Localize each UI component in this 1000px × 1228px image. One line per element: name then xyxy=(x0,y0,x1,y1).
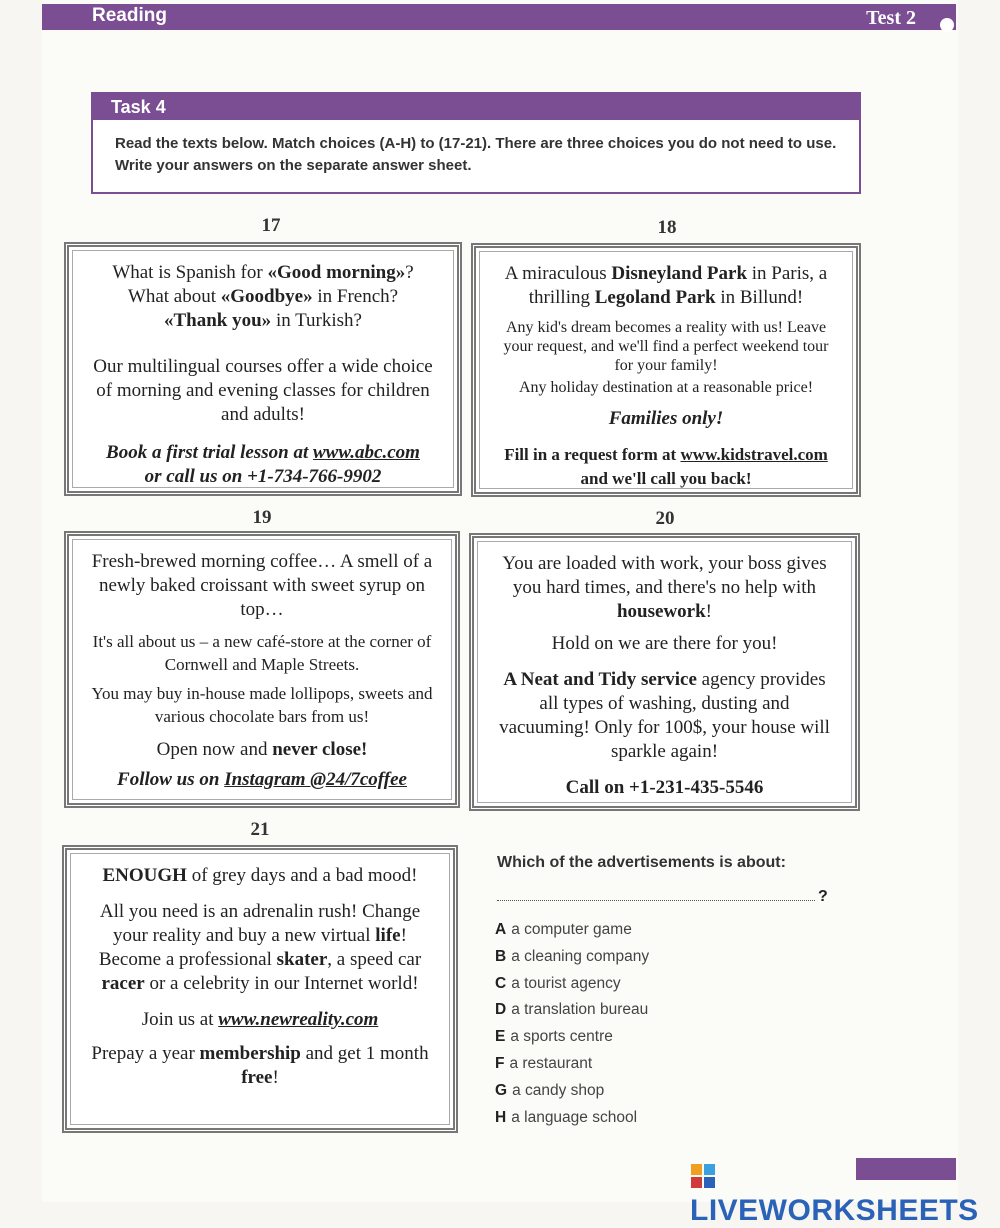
ad-21-p1: ENOUGH of grey days and a bad mood! xyxy=(102,865,418,886)
choice-c[interactable]: C a tourist agency xyxy=(495,974,621,992)
ad-20 xyxy=(469,533,860,811)
ad-17-line-2: What about «Goodbye» in French? xyxy=(127,286,399,307)
choice-a[interactable]: A a computer game xyxy=(495,921,632,938)
ad-18-body-1: Any kid's dream becomes a reality with us! Leave your request, and we'll find a perfect weekend tour for your family! xyxy=(503,319,829,374)
ad-19-p4: Open now and never close! xyxy=(156,739,368,760)
choice-e[interactable]: E a sports centre xyxy=(495,1028,613,1046)
ad-19 xyxy=(64,531,460,808)
ad-18 xyxy=(471,243,861,497)
task-title: Task 4 xyxy=(93,94,859,120)
ad-20-p2: Hold on we are there for you! xyxy=(551,633,778,654)
question-mark: ? xyxy=(818,888,828,905)
ad-17 xyxy=(64,242,462,496)
choice-f[interactable]: F a restaurant xyxy=(495,1054,593,1072)
brand-text: LIVEWORKSHEETS xyxy=(690,1194,979,1227)
ad-21-p2: All you need is an adrenalin rush! Change your reality and buy a new virtual life! Become a professional skater, a speed car racer or a celebrity in our Internet world! xyxy=(98,901,422,994)
ad-19-handle[interactable]: Instagram @24/7coffee xyxy=(224,769,407,790)
ad-number-17: 17 xyxy=(261,215,281,236)
task-instructions: Read the texts below. Match choices (A-H) to (17-21). There are three choices you do not need to use. Write your answers on the separate answer sheet. xyxy=(115,135,837,174)
answer-line[interactable] xyxy=(497,900,815,901)
ad-18-body-2: Any holiday destination at a reasonable price! xyxy=(518,379,814,396)
liveworksheets-icon xyxy=(690,1163,716,1189)
ad-18-slogan: Families only! xyxy=(608,408,724,429)
ad-21 xyxy=(62,845,458,1133)
ad-19-p3: You may buy in-house made lollipops, sweets and various chocolate bars from us! xyxy=(91,684,433,726)
ad-21-p4: Prepay a year membership and get 1 month free! xyxy=(91,1043,429,1088)
ad-18-url[interactable]: www.kidstravel.com xyxy=(680,445,828,464)
ad-19-p1: Fresh-brewed morning coffee… A smell of a newly baked croissant with sweet syrup on top… xyxy=(91,551,433,620)
ad-number-20: 20 xyxy=(655,508,675,529)
liveworksheets-logo xyxy=(690,1160,1000,1228)
choices-list xyxy=(495,919,649,1133)
ad-19-p2: It's all about us – a new café-store at the corner of Cornwell and Maple Streets. xyxy=(92,632,432,674)
ad-17-cta: Book a first trial lesson at www.abc.com or call us on +1-734-766-9902 xyxy=(106,442,420,487)
section-label: Reading xyxy=(92,5,167,26)
header-bar xyxy=(42,4,956,30)
ad-20-p1: You are loaded with work, your boss gives you hard times, and there's no help with housework! xyxy=(502,553,827,622)
ad-19-cta: Follow us on Instagram @24/7coffee xyxy=(117,769,407,790)
ad-number-19: 19 xyxy=(252,507,272,528)
choice-b[interactable]: B a cleaning company xyxy=(495,947,650,965)
ad-20-cta: Call on +1-231-435-5546 xyxy=(565,777,764,798)
test-label: Test 2 xyxy=(866,7,916,29)
task-box xyxy=(91,92,861,194)
ad-number-18: 18 xyxy=(657,217,677,238)
corner-dot xyxy=(940,18,954,32)
ad-21-url[interactable]: www.newreality.com xyxy=(218,1009,379,1030)
choice-d[interactable]: D a translation bureau xyxy=(495,1001,649,1019)
ad-18-headline: A miraculous Disneyland Park in Paris, a thrilling Legoland Park in Billund! xyxy=(504,263,828,308)
ad-17-line-3: «Thank you» in Turkish? xyxy=(163,310,362,331)
ad-number-21: 21 xyxy=(250,819,270,840)
ad-17-url[interactable]: www.abc.com xyxy=(312,442,420,463)
ad-17-line-1: What is Spanish for «Good morning»? xyxy=(112,262,414,283)
ad-21-p3: Join us at www.newreality.com xyxy=(141,1009,379,1030)
choice-g[interactable]: G a candy shop xyxy=(495,1081,605,1099)
choice-h[interactable]: H a language school xyxy=(495,1108,638,1126)
ad-20-p3: A Neat and Tidy service agency provides all types of washing, dusting and vacuuming! Only for 100$, your house will sparkle again! xyxy=(499,669,830,762)
question-prompt: Which of the advertisements is about: xyxy=(497,854,786,871)
ad-17-body: Our multilingual courses offer a wide choice of morning and evening classes for children and adults! xyxy=(93,356,433,425)
ad-18-cta: Fill in a request form at www.kidstravel.com and we'll call you back! xyxy=(504,445,828,488)
